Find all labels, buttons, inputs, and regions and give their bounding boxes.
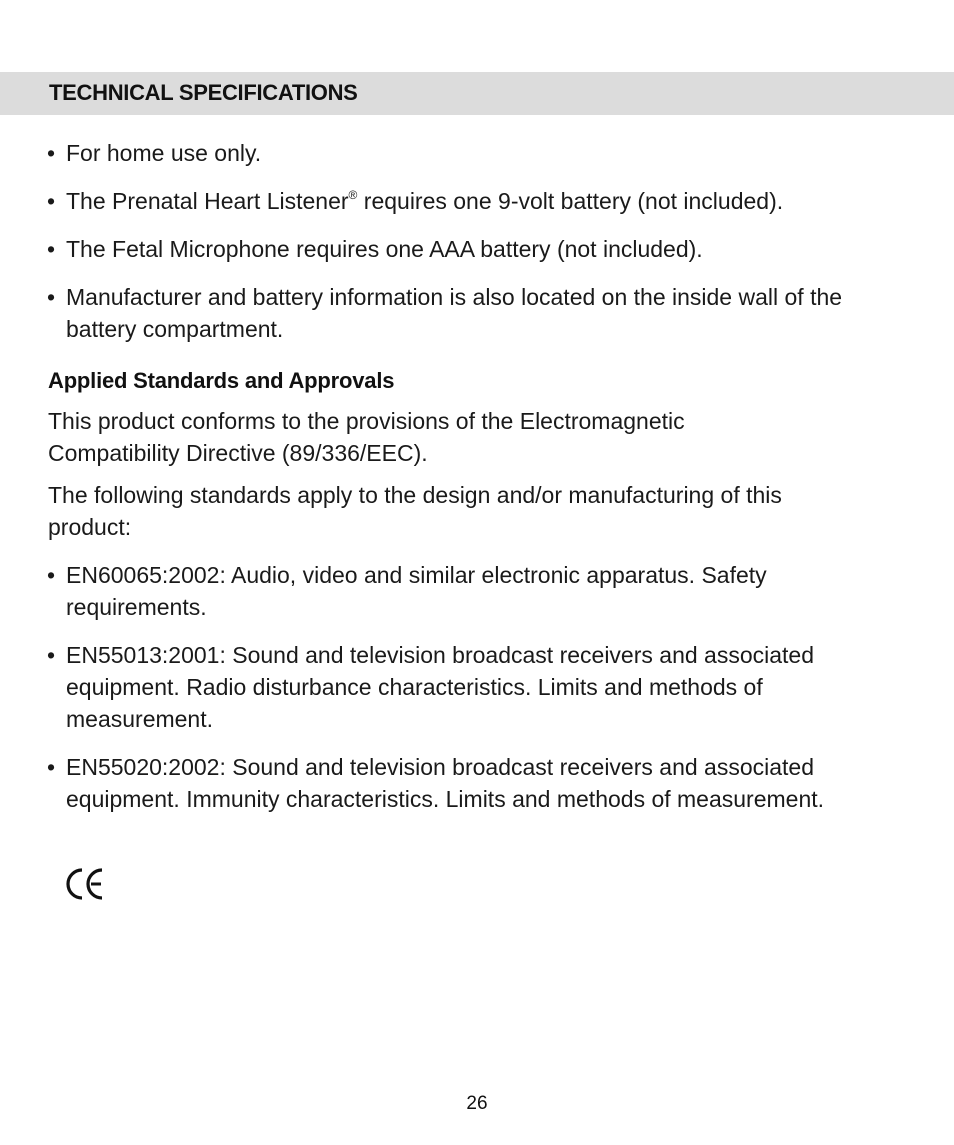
- bullet-text: EN55013:2001: Sound and television broadcast receivers and associated equipment. Radio disturbance characteristics. Limits and methods of measurement.: [66, 642, 814, 732]
- registered-mark: ®: [348, 188, 358, 202]
- bullet-text: EN55020:2002: Sound and television broadcast receivers and associated equipment. Immunity characteristics. Limits and methods of measurement.: [66, 754, 825, 812]
- bullet-dot: •: [47, 562, 56, 588]
- bullet-text: The Prenatal Heart Listener: [66, 188, 349, 214]
- standards-paragraph-directive: This product conforms to the provisions of the Electromagnetic Compatibility Directive (89/336/EEC).: [48, 408, 685, 466]
- standard-item-en60065: [47, 559, 811, 623]
- page-number: 26: [466, 1093, 488, 1114]
- standards-heading: Applied Standards and Approvals: [48, 368, 395, 393]
- section-title: TECHNICAL SPECIFICATIONS: [49, 80, 358, 105]
- bullet-dot: •: [47, 188, 56, 214]
- standard-item-en55013: [47, 639, 896, 735]
- spec-bullet-manufacturer-info: [47, 281, 917, 345]
- bullet-text-continued: requires one 9-volt battery (not included).: [363, 188, 784, 214]
- bullet-dot: •: [47, 754, 56, 780]
- spec-bullet-heart-listener-battery: [47, 185, 917, 217]
- bullet-text: The Fetal Microphone requires one AAA battery (not included).: [66, 236, 703, 262]
- bullet-dot: •: [47, 236, 56, 262]
- bullet-dot: •: [47, 140, 56, 166]
- ce-mark-icon: [66, 866, 108, 902]
- bullet-text: EN60065:2002: Audio, video and similar electronic apparatus. Safety requirements.: [66, 562, 767, 620]
- spec-bullet-fetal-microphone-battery: [47, 233, 917, 265]
- spec-bullet-home-use: [47, 137, 917, 169]
- standards-paragraph-following: The following standards apply to the design and/or manufacturing of this product:: [48, 482, 782, 540]
- standard-item-en55020: [47, 751, 896, 815]
- page-content: [47, 137, 917, 831]
- bullet-dot: •: [47, 284, 56, 310]
- bullet-dot: •: [47, 642, 56, 668]
- bullet-text: Manufacturer and battery information is also located on the inside wall of the battery compartment.: [66, 284, 843, 342]
- bullet-text: For home use only.: [66, 140, 262, 166]
